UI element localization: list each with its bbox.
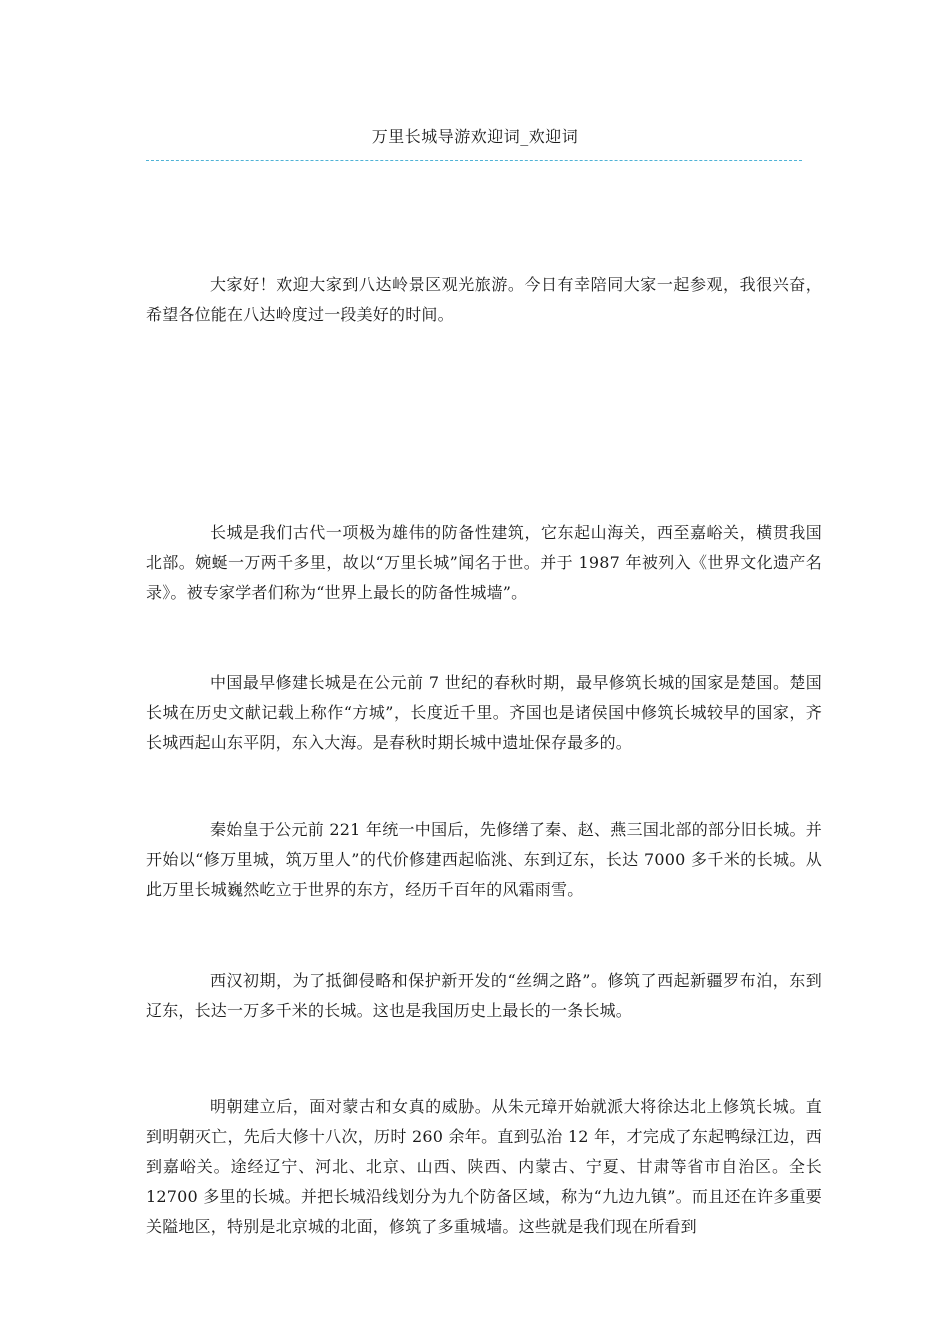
paragraph-western-han: 西汉初期，为了抵御侵略和保护新开发的“丝绸之路”。修筑了西起新疆罗布泊，东到辽东，长达一万多千米的长城。这也是我国历史上最长的一条长城。 [146, 971, 822, 1020]
paragraph-greeting: 大家好！欢迎大家到八达岭景区观光旅游。今日有幸陪同大家一起参观，我很兴奋，希望各位能在八达岭度过一段美好的时间。 [146, 275, 822, 324]
paragraph-ming-dynasty: 明朝建立后，面对蒙古和女真的威胁。从朱元璋开始就派大将徐达北上修筑长城。直到明朝灭亡，先后大修十八次，历时 260 余年。直到弘治 12 年，才完成了东起鸭绿江边，西到嘉峪关。途经辽宁、河北、北京、山西、陕西、内蒙古、宁夏、甘肃等省市自治区。全长 12700 多里的长城。并把长城沿线划分为九个防备区域，称为“九边九镇”。而且还在许多重要关隘地区，特别是北京城的北面，修筑了多重城墙。这些就是我们现在所看到 [146, 1097, 822, 1236]
paragraph-qin-dynasty: 秦始皇于公元前 221 年统一中国后，先修缮了秦、赵、燕三国北部的部分旧长城。并开始以“修万里城，筑万里人”的代价修建西起临洮、东到辽东，长达 7000 多千米的长城。从此万里长城巍然屹立于世界的东方，经历千百年的风霜雨雪。 [146, 820, 822, 899]
title-dashed-divider [146, 160, 802, 161]
paragraph-spring-autumn-period: 中国最早修建长城是在公元前 7 世纪的春秋时期，最早修筑长城的国家是楚国。楚国长城在历史文献记载上称作“方城”，长度近千里。齐国也是诸侯国中修筑长城较早的国家，齐长城西起山东平阴，东入大海。是春秋时期长城中遗址保存最多的。 [146, 673, 822, 752]
document-title: 万里长城导游欢迎词_欢迎词 [371, 127, 579, 146]
paragraph-great-wall-intro: 长城是我们古代一项极为雄伟的防备性建筑，它东起山海关，西至嘉峪关，横贯我国北部。婉蜒一万两千多里，故以“万里长城”闻名于世。并于 1987 年被列入《世界文化遗产名录》。被专家学者们称为“世界上最长的防备性城墙”。 [146, 523, 822, 602]
